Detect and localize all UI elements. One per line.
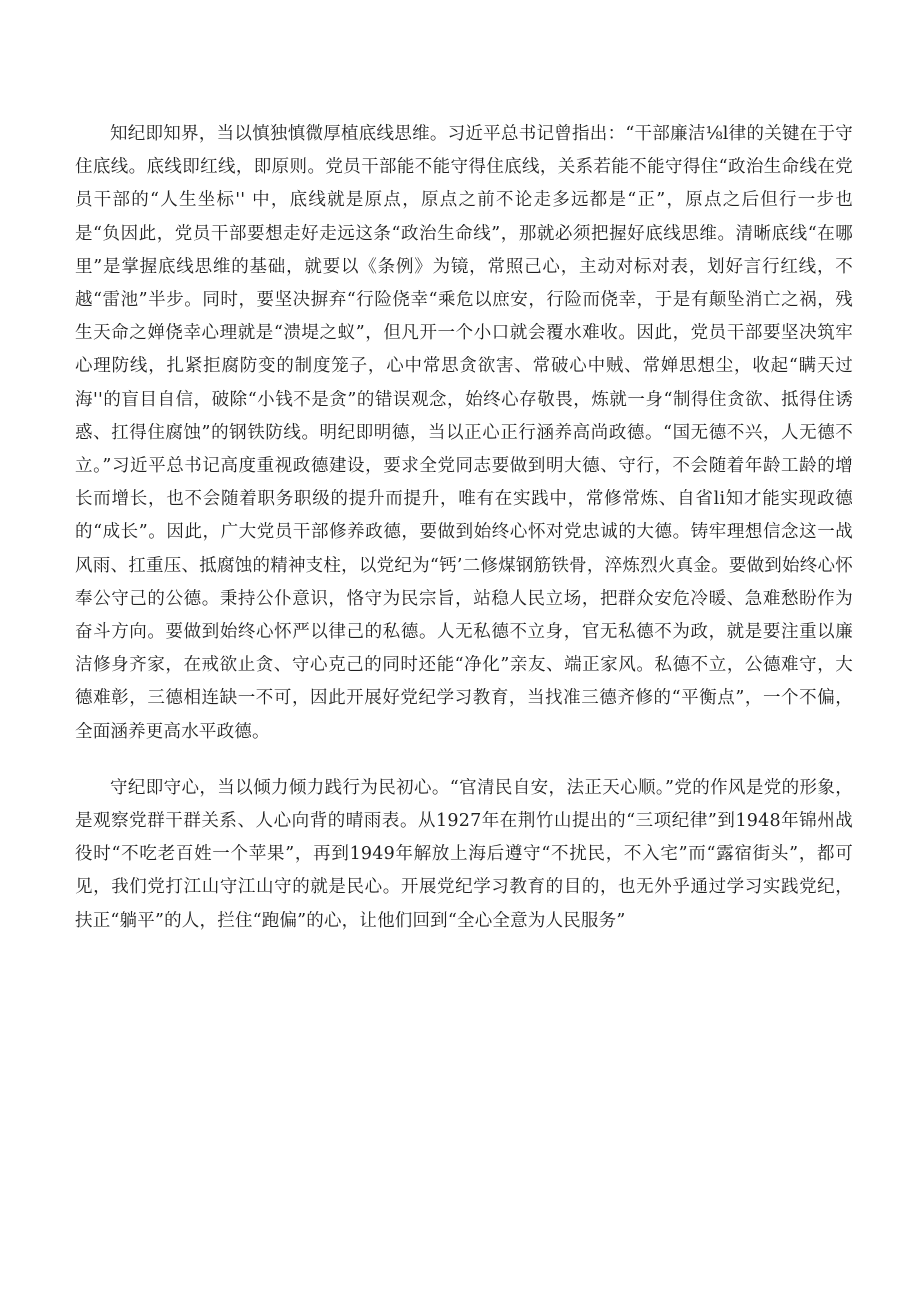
paragraph-discipline-boundary: 知纪即知界，当以慎独慎微厚植底线思维。习近平总书记曾指出：“干部廉洁⅛l律的关键在于守住底线。底线即红线，即原则。党员干部能不能守得住底线，关系若能不能守得住“政治生命线在党员干部的“人生坐标'' 中，底线就是原点，原点之前不论走多远都是“正”，原点之后但行一步也是“负因此，党员干部要想走好走远这条“政治生命线”，那就必须把握好底线思维。清晰底线“在哪里”是掌握底线思维的基础，就要以《条例》为镜，常照己心，主动对标对表，划好言行红线，不越“雷池”半步。同时，要坚决摒弃“行险侥幸“乘危以庶安，行险而侥幸，于是有颠坠消亡之祸，残生天命之婵侥幸心理就是“溃堤之蚁”，但凡开一个小口就会覆水难收。因此，党员干部要坚决筑牢心理防线，扎紧拒腐防变的制度笼子，心中常思贪欲害、常破心中贼、常婵思想尘，收起“瞒天过海''的盲目自信，破除“小钱不是贪”的错误观念，始终心存敬畏，炼就一身“制得住贪欲、抵得住诱惑、扛得住腐蚀”的钢铁防线。明纪即明德，当以正心正行涵养高尚政德。“国无德不兴，人无德不立。”习近平总书记高度重视政德建设，要求全党同志要做到明大德、守行，不会随着年龄工龄的增长而增长，也不会随着职务职级的提升而提升，唯有在实践中，常修常炼、自省li知才能实现政德的“成长”。因此，广大党员干部修养政德，要做到始终心怀对党忠诚的大德。铸牢理想信念这一战风雨、扛重压、抵腐蚀的精神支柱，以党纪为“钙’二修煤钢筋铁骨，淬炼烈火真金。要做到始终心怀奉公守己的公德。秉持公仆意识，恪守为民宗旨，站稳人民立场，把群众安危冷暖、急难愁盼作为奋斗方向。要做到始终心怀严以律己的私德。人无私德不立身，官无私德不为政，就是要注重以廉洁修身齐家，在戒欲止贪、守心克己的同时还能“净化”亲友、端正家风。私德不立，公德难守，大德难彰，三德相连缺一不可，因此开展好党纪学习教育，当找准三德齐修的“平衡点”，一个不偏，全面涵养更高水平政德。 — [75, 124, 853, 742]
paragraph-discipline-heart: 守纪即守心，当以倾力倾力践行为民初心。“官清民自安，法正天心顺。”党的作风是党的形象，是观察党群干群关系、人心向背的晴雨表。从1927年在荆竹山提出的“三项纪律”到1948年锦州战役时“不吃老百姓一个苹果”，再到1949年解放上海后遵守“不扰民，不入宅”而“露宿街头”，都可见，我们党打江山守江山守的就是民心。开展党纪学习教育的目的，也无外乎通过学习实践党纪，扶正“躺平”的人，拦住“跑偏”的心，让他们回到“全心全意为人民服务” — [75, 777, 853, 931]
document-page — [75, 118, 853, 938]
